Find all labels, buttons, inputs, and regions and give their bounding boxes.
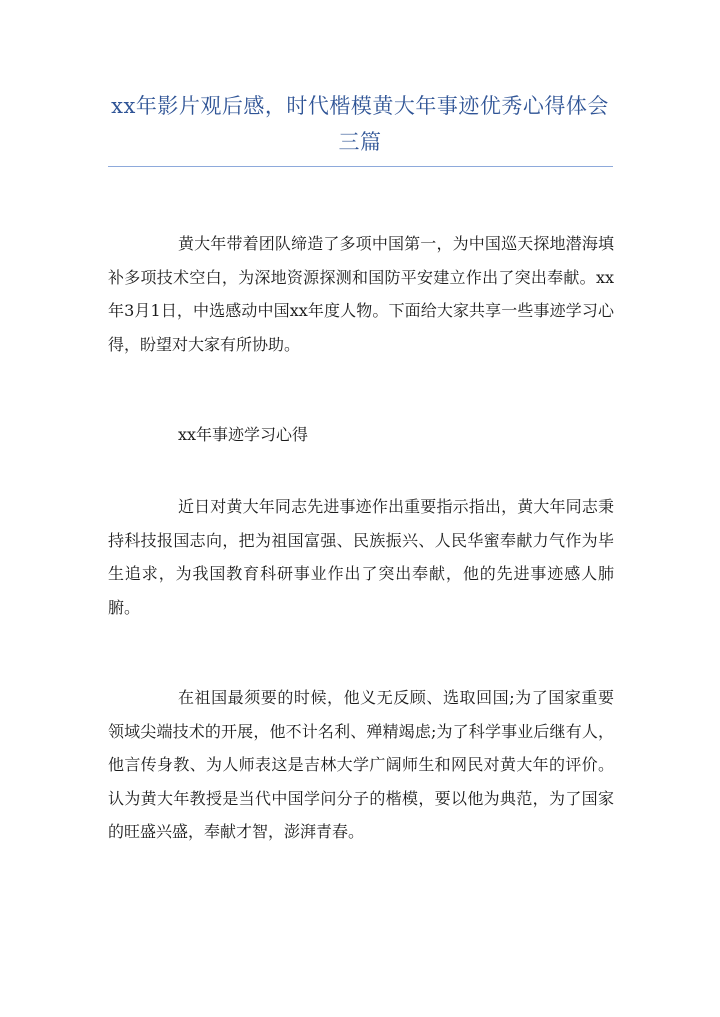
document-title: xx年影片观后感，时代楷模黄大年事迹优秀心得体会三篇	[111, 94, 609, 154]
intro-paragraph: 黄大年带着团队缔造了多项中国第一，为中国巡天探地潜海填补多项技术空白，为深地资源探测和国防平安建立作出了突出奉献。xx年3月1日，中选感动中国xx年度人物。下面给大家共享一些事迹学习心得，盼望对大家有所协助。	[108, 234, 614, 354]
body-paragraph: 近日对黄大年同志先进事迹作出重要指示指出，黄大年同志秉持科技报国志向，把为祖国富强、民族振兴、人民华蜜奉献力气作为毕生追求，为我国教育科研事业作出了突出奉献，他的先进事迹感人肺腑。	[108, 497, 614, 617]
title-underline	[108, 166, 613, 167]
section-heading: xx年事迹学习心得	[178, 425, 309, 444]
body-paragraph: 在祖国最须要的时候，他义无反顾、选取回国;为了国家重要领域尖端技术的开展，他不计名利、殚精竭虑;为了科学事业后继有人，他言传身教、为人师表这是吉林大学广阔师生和网民对黄大年的评价。认为黄大年教授是当代中国学问分子的楷模，要以他为典范，为了国家的旺盛兴盛，奉献才智，澎湃青春。	[108, 688, 614, 841]
